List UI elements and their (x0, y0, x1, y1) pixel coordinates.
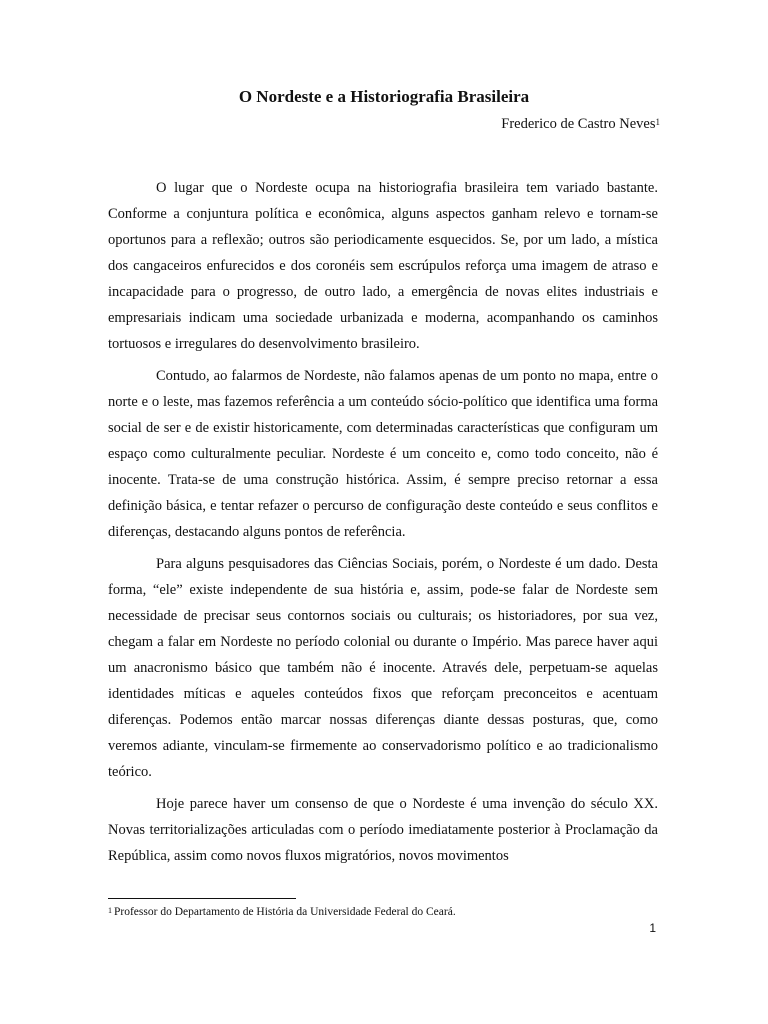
footnote-number: 1 (108, 906, 112, 915)
document-title: O Nordeste e a Historiografia Brasileira (238, 87, 530, 106)
paragraph-2: Contudo, ao falarmos de Nordeste, não falamos apenas de um ponto no mapa, entre o norte e o leste, mas fazemos referência a um conteúdo sócio-político que identifica uma forma social de ser e de existir historicamente, com determinadas características que configuram um espaço como culturalmente peculiar. Nordeste é um conceito e, como todo conceito, não é inocente. Trata-se de uma construção histórica. Assim, é sempre preciso retornar a essa definição básica, e tentar refazer o percurso de configuração deste conteúdo e seus conflitos e diferenças, destacando alguns pontos de referência. (108, 368, 658, 540)
paragraph-1: O lugar que o Nordeste ocupa na historiografia brasileira tem variado bastante. Conforme a conjuntura política e econômica, alguns aspectos ganham relevo e tornam-se oportunos para a reflexão; outros são periodicamente esquecidos. Se, por um lado, a mística dos cangaceiros enfurecidos e dos coronéis sem escrúpulos reforça uma imagem de atraso e incapacidade para o progresso, de outro lado, a emergência de novas elites industriais e empresariais indicam uma sociedade urbanizada e moderna, acompanhando os caminhos tortuosos e irregulares do desenvolvimento brasileiro. (108, 180, 658, 352)
page-number: 1 (649, 921, 656, 935)
author-line (501, 114, 660, 134)
author-footnote-ref: 1 (655, 117, 660, 127)
footnote (108, 904, 658, 920)
paragraph-4: Hoje parece haver um consenso de que o Nordeste é uma invenção do século XX. Novas territorializações articuladas com o período imediatamente posterior à Proclamação da República, assim como novos fluxos migratórios, novos movimentos (108, 796, 658, 864)
body-text (108, 175, 658, 875)
footnote-divider (108, 898, 296, 899)
author-name: Frederico de Castro Neves (501, 116, 656, 132)
paragraph-3: Para alguns pesquisadores das Ciências Sociais, porém, o Nordeste é um dado. Desta forma, “ele” existe independente de sua história e, assim, pode-se falar de Nordeste sem necessidade de precisar seus contornos sociais ou culturais; os historiadores, por sua vez, chegam a falar em Nordeste no período colonial ou durante o Império. Mas parece haver aqui um anacronismo básico que também não é inocente. Através dele, perpetuam-se aquelas identidades míticas e aqueles conteúdos fixos que reforçam preconceitos e acentuam diferenças. Podemos então marcar nossas diferenças diante dessas posturas, que, como veremos adiante, vinculam-se firmemente ao conservadorismo político e ao tradicionalismo teórico. (108, 556, 658, 780)
footnote-text: Professor do Departamento de História da Universidade Federal do Ceará. (114, 906, 456, 918)
